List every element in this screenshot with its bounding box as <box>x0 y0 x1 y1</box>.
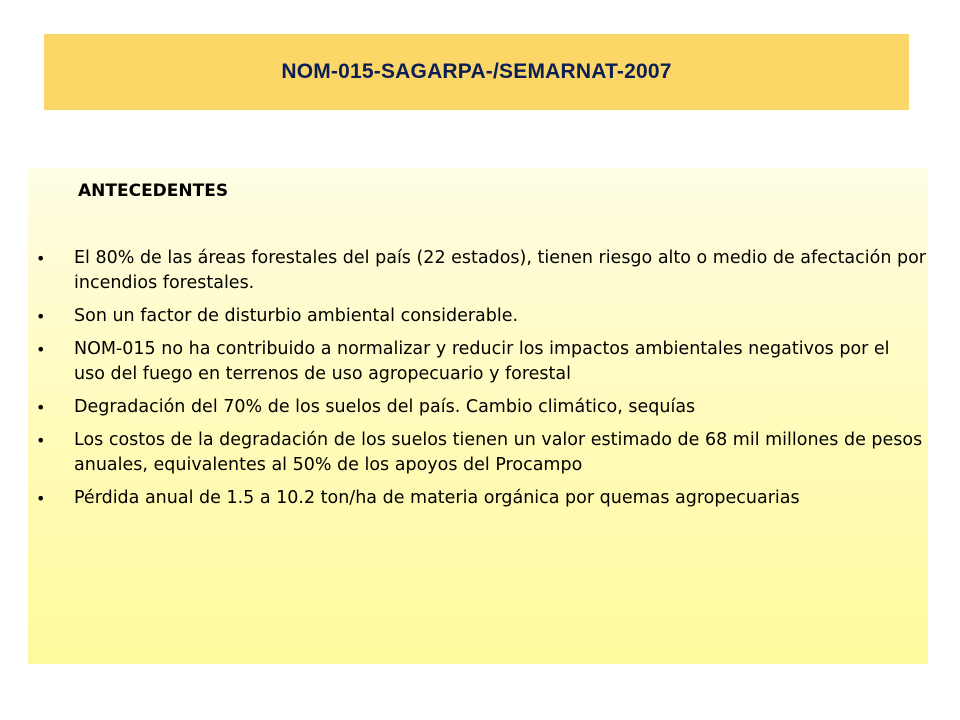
bullet-text: Los costos de la degradación de los suelos tienen un valor estimado de 68 mil millones de pesos anuales, equivalentes al 50% de los apoyos del Procampo <box>74 430 923 475</box>
slide-title: NOM-015-SAGARPA-/SEMARNAT-2007 <box>281 60 672 83</box>
bullet-icon: • <box>36 307 46 326</box>
bullet-icon: • <box>36 431 46 450</box>
bullet-text: NOM-015 no ha contribuido a normalizar y reducir los impactos ambientales negativos por el uso del fuego en terrenos de uso agropecuario y forestal <box>74 339 890 384</box>
section-heading: ANTECEDENTES <box>78 181 229 201</box>
bullet-item <box>36 246 926 296</box>
bullet-text: Son un factor de disturbio ambiental considerable. <box>74 306 519 326</box>
bullet-icon: • <box>36 489 46 508</box>
bullet-text: Degradación del 70% de los suelos del país. Cambio climático, sequías <box>74 397 696 417</box>
title-banner <box>44 34 909 110</box>
bullet-item <box>36 337 926 387</box>
bullet-icon: • <box>36 249 46 268</box>
bullet-item <box>36 486 926 511</box>
bullet-item <box>36 395 926 420</box>
bullet-icon: • <box>36 398 46 417</box>
bullet-item <box>36 428 926 478</box>
bullet-item <box>36 304 926 329</box>
bullet-text: Pérdida anual de 1.5 a 10.2 ton/ha de materia orgánica por quemas agropecuarias <box>74 488 800 508</box>
bullet-icon: • <box>36 340 46 359</box>
bullet-list <box>36 246 926 519</box>
bullet-text: El 80% de las áreas forestales del país (22 estados), tienen riesgo alto o medio de afectación por incendios forestales. <box>74 248 927 293</box>
